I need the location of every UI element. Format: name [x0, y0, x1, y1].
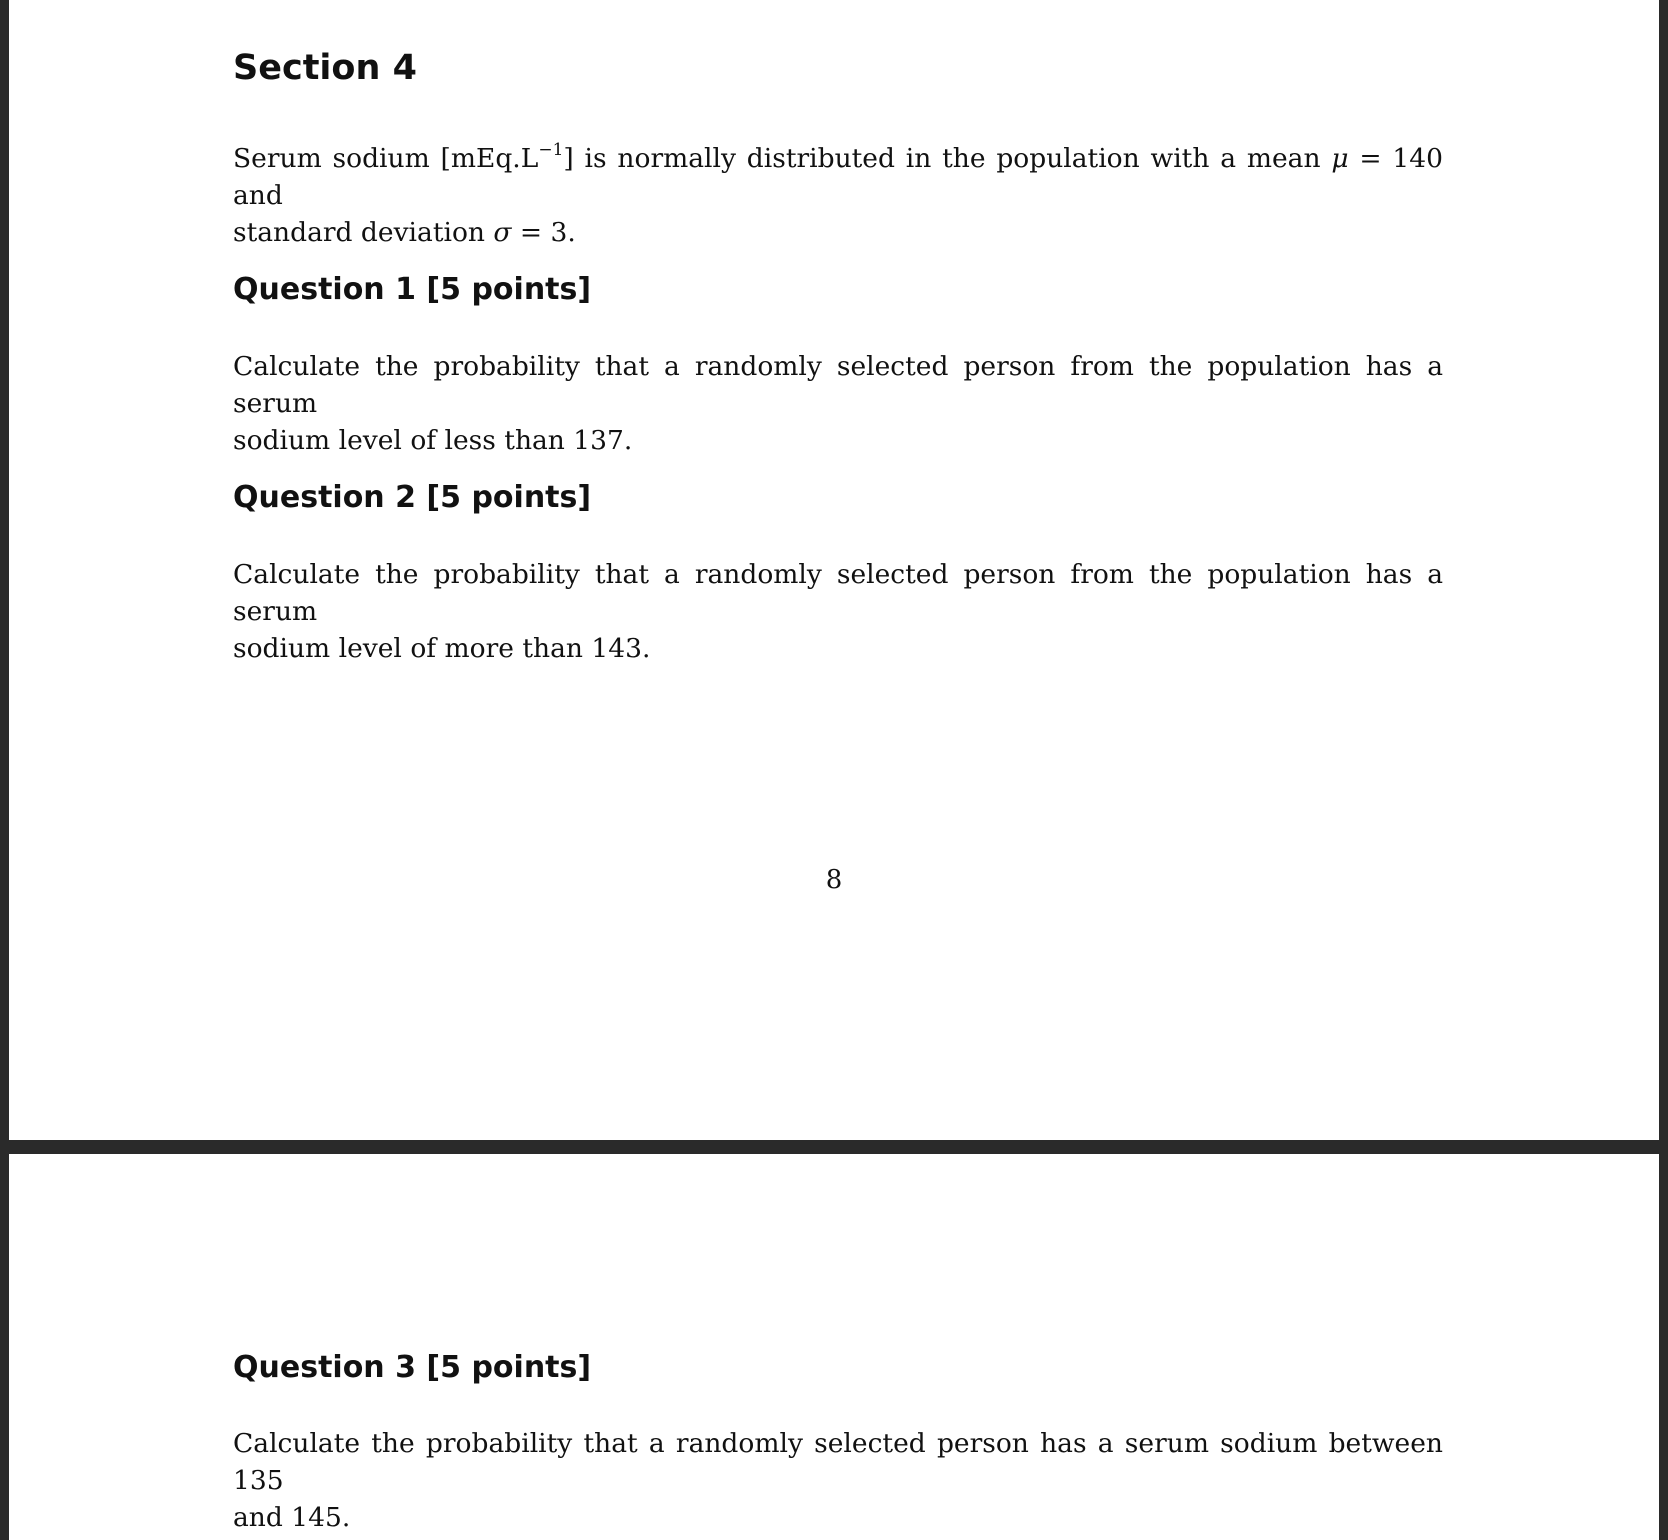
intro-line-2: standard deviation σ = 3.	[233, 217, 576, 248]
question-1-title: Question 1 [5 points]	[233, 272, 592, 307]
page-8	[9, 0, 1659, 1140]
question-1-text: Calculate the probability that a randomly selected person from the population has a serum sodium level of less than 137.	[233, 351, 1443, 456]
intro-paragraph	[233, 140, 1443, 251]
question-2-text: Calculate the probability that a randomly selected person from the population has a serum sodium level of more than 143.	[233, 559, 1443, 664]
intro-line-1: Serum sodium $[mEq.L^{-1}]$ is normally distributed in the population with a mean μ = 140 and	[233, 140, 1443, 211]
question-3-text: Calculate the probability that a randomly selected person has a serum sodium between 135 and 145.	[233, 1428, 1443, 1533]
page-number: 8	[825, 865, 843, 895]
question-3-title: Question 3 [5 points]	[233, 1350, 592, 1385]
question-2-title: Question 2 [5 points]	[233, 480, 592, 515]
section-title: Section 4	[233, 48, 417, 88]
page-9	[9, 1154, 1659, 1540]
